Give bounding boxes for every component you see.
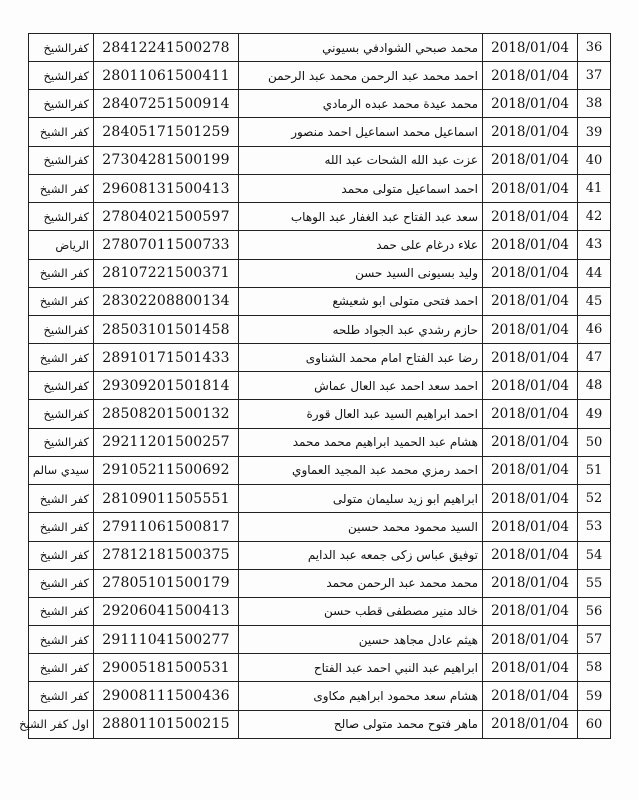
city-cell: كفرالشيخ [29,146,94,174]
row-number-cell: 57 [578,626,611,654]
date-cell: 2018/01/04 [483,315,578,343]
row-number-cell: 49 [578,400,611,428]
table-row [29,626,611,654]
national-id-cell: 27812181500375 [94,541,239,569]
table-row [29,541,611,569]
city-cell: كفرالشيخ [29,428,94,456]
name-cell: ابراهيم ابو زيد سليمان متولى [239,485,483,513]
row-number-cell: 50 [578,428,611,456]
city-cell: كفر الشيخ [29,118,94,146]
national-id-cell: 28508201500132 [94,400,239,428]
row-number-cell: 38 [578,90,611,118]
row-number-cell: 36 [578,34,611,62]
row-number-cell: 43 [578,231,611,259]
name-cell: احمد اسماعيل متولى محمد [239,174,483,202]
row-number-cell: 54 [578,541,611,569]
city-cell: اول كفر الشيخ [29,710,94,738]
row-number-cell: 48 [578,372,611,400]
city-cell: كفر الشيخ [29,626,94,654]
table-row [29,259,611,287]
date-cell: 2018/01/04 [483,485,578,513]
table-row [29,287,611,315]
date-cell: 2018/01/04 [483,146,578,174]
national-id-cell: 27911061500817 [94,513,239,541]
city-cell: سيدي سالم [29,456,94,484]
city-cell: كفرالشيخ [29,315,94,343]
city-cell: كفر الشيخ [29,485,94,513]
row-number-cell: 42 [578,203,611,231]
table-row [29,231,611,259]
city-cell: كفرالشيخ [29,90,94,118]
city-cell: كفرالشيخ [29,372,94,400]
name-cell: ماهر فتوح محمد متولى صالح [239,710,483,738]
date-cell: 2018/01/04 [483,344,578,372]
table-row [29,146,611,174]
national-id-cell: 27804021500597 [94,203,239,231]
table-row [29,428,611,456]
city-cell: كفر الشيخ [29,344,94,372]
table-row [29,344,611,372]
date-cell: 2018/01/04 [483,710,578,738]
name-cell: اسماعيل محمد اسماعيل احمد منصور [239,118,483,146]
date-cell: 2018/01/04 [483,259,578,287]
table-row [29,400,611,428]
date-cell: 2018/01/04 [483,456,578,484]
row-number-cell: 45 [578,287,611,315]
table-row [29,456,611,484]
name-cell: وليد بسيونى السيد حسن [239,259,483,287]
city-cell: الرياض [29,231,94,259]
name-cell: هيثم عادل مجاهد حسين [239,626,483,654]
name-cell: احمد ابراهيم السيد عبد العال قورة [239,400,483,428]
national-id-cell: 28412241500278 [94,34,239,62]
name-cell: هشام عبد الحميد ابراهيم محمد محمد [239,428,483,456]
row-number-cell: 55 [578,569,611,597]
national-id-cell: 28910171501433 [94,344,239,372]
national-id-cell: 29111041500277 [94,626,239,654]
national-id-cell: 28503101501458 [94,315,239,343]
national-id-cell: 27805101500179 [94,569,239,597]
date-cell: 2018/01/04 [483,34,578,62]
date-cell: 2018/01/04 [483,62,578,90]
city-cell: كفر الشيخ [29,682,94,710]
date-cell: 2018/01/04 [483,513,578,541]
city-cell: كفر الشيخ [29,597,94,625]
row-number-cell: 47 [578,344,611,372]
row-number-cell: 52 [578,485,611,513]
row-number-cell: 41 [578,174,611,202]
name-cell: توفيق عباس زكى جمعه عبد الدايم [239,541,483,569]
national-id-cell: 28407251500914 [94,90,239,118]
name-cell: احمد رمزي محمد عبد المجيد العماوي [239,456,483,484]
date-cell: 2018/01/04 [483,372,578,400]
row-number-cell: 58 [578,654,611,682]
national-id-cell: 27304281500199 [94,146,239,174]
city-cell: كفر الشيخ [29,654,94,682]
name-cell: هشام سعد محمود ابراهيم مكاوى [239,682,483,710]
name-cell: احمد فتحى متولى ابو شعيشع [239,287,483,315]
table-row [29,710,611,738]
date-cell: 2018/01/04 [483,400,578,428]
city-cell: كفر الشيخ [29,513,94,541]
date-cell: 2018/01/04 [483,90,578,118]
table-row [29,682,611,710]
table-row [29,315,611,343]
name-cell: عزت عبد الله الشحات عبد الله [239,146,483,174]
date-cell: 2018/01/04 [483,654,578,682]
city-cell: كفر الشيخ [29,569,94,597]
name-cell: ابراهيم عبد النبي احمد عبد الفتاح [239,654,483,682]
name-cell: محمد صبحي الشوادفي بسيوني [239,34,483,62]
row-number-cell: 39 [578,118,611,146]
table-row [29,513,611,541]
name-cell: احمد سعد احمد عبد العال عماش [239,372,483,400]
table-row [29,654,611,682]
national-id-cell: 28109011505551 [94,485,239,513]
name-cell: السيد محمود محمد حسين [239,513,483,541]
table-row [29,485,611,513]
roster-body [19,34,611,739]
name-cell: احمد محمد عبد الرحمن محمد عبد الرحمن [239,62,483,90]
name-cell: محمد محمد عبد الرحمن محمد [239,569,483,597]
national-id-cell: 29206041500413 [94,597,239,625]
table-row [29,62,611,90]
date-cell: 2018/01/04 [483,174,578,202]
city-cell: كفرالشيخ [29,400,94,428]
national-id-cell: 29309201501814 [94,372,239,400]
national-id-cell: 28107221500371 [94,259,239,287]
row-number-cell: 56 [578,597,611,625]
date-cell: 2018/01/04 [483,203,578,231]
date-cell: 2018/01/04 [483,287,578,315]
name-cell: علاء درغام على حمد [239,231,483,259]
row-number-cell: 51 [578,456,611,484]
name-cell: خالد منير مصطفى قطب حسن [239,597,483,625]
city-cell: كفرالشيخ [29,203,94,231]
national-id-cell: 28302208800134 [94,287,239,315]
date-cell: 2018/01/04 [483,428,578,456]
roster-table [19,33,611,739]
national-id-cell: 29008111500436 [94,682,239,710]
city-cell: كفر الشيخ [29,174,94,202]
date-cell: 2018/01/04 [483,231,578,259]
national-id-cell: 27807011500733 [94,231,239,259]
date-cell: 2018/01/04 [483,597,578,625]
city-cell: كفر الشيخ [29,541,94,569]
table-row [29,597,611,625]
date-cell: 2018/01/04 [483,682,578,710]
table-row [29,203,611,231]
national-id-cell: 28011061500411 [94,62,239,90]
row-number-cell: 44 [578,259,611,287]
table-row [29,569,611,597]
table-row [29,118,611,146]
name-cell: حازم رشدي عبد الجواد طلحه [239,315,483,343]
name-cell: محمد عيدة محمد عبده الرمادي [239,90,483,118]
date-cell: 2018/01/04 [483,626,578,654]
row-number-cell: 40 [578,146,611,174]
national-id-cell: 29105211500692 [94,456,239,484]
national-id-cell: 28801101500215 [94,710,239,738]
date-cell: 2018/01/04 [483,541,578,569]
name-cell: سعد عبد الفتاح عبد الغفار عبد الوهاب [239,203,483,231]
row-number-cell: 60 [578,710,611,738]
date-cell: 2018/01/04 [483,569,578,597]
name-cell: رضا عبد الفتاح امام محمد الشناوى [239,344,483,372]
national-id-cell: 29211201500257 [94,428,239,456]
table-row [29,34,611,62]
row-number-cell: 53 [578,513,611,541]
row-number-cell: 46 [578,315,611,343]
city-cell: كفرالشيخ [29,62,94,90]
national-id-cell: 29608131500413 [94,174,239,202]
table-row [29,174,611,202]
row-number-cell: 59 [578,682,611,710]
city-cell: كفر الشيخ [29,259,94,287]
table-row [29,372,611,400]
date-cell: 2018/01/04 [483,118,578,146]
city-cell: كفرالشيخ [29,34,94,62]
national-id-cell: 29005181500531 [94,654,239,682]
row-number-cell: 37 [578,62,611,90]
table-row [29,90,611,118]
national-id-cell: 28405171501259 [94,118,239,146]
city-cell: كفر الشيخ [29,287,94,315]
